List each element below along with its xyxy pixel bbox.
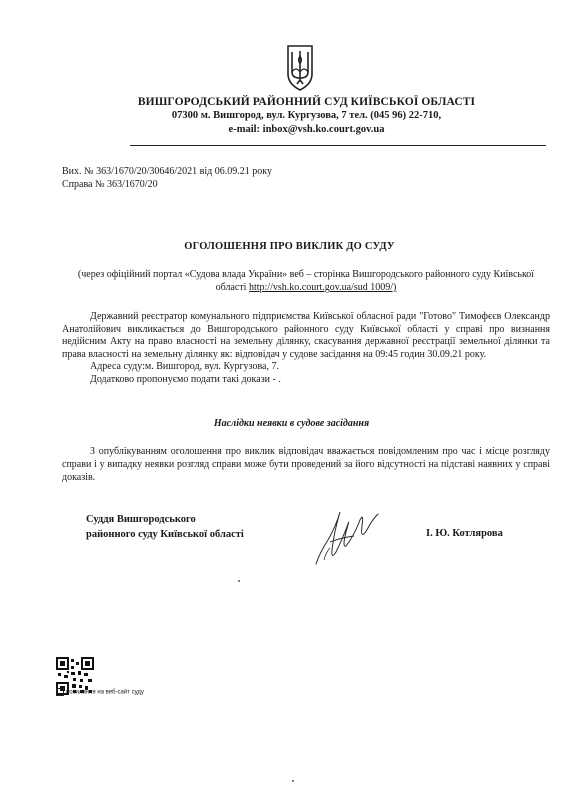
external-link-icon	[56, 688, 64, 696]
header-divider	[130, 145, 546, 146]
judge-name: І. Ю. Котлярова	[426, 528, 503, 539]
judge-title-line-1: Суддя Вишгородського	[86, 514, 196, 525]
consequences-paragraph: З опублікуванням оголошення про виклик відповідач вважається повідомленим про час і місце розгляду справи і у випадку неявки розгляд справи може бути проведений за його відсутності на підставі наявних у справі доказів.	[62, 446, 550, 483]
judge-title	[86, 512, 244, 542]
scan-speck	[292, 780, 294, 782]
court-address-line: Адреса суду:м. Вишгород, вул. Кургузова, 7.	[90, 361, 279, 373]
court-address: 07300 м. Вишгород, вул. Кургузова, 7 тел. (045 96) 22-710,	[171, 110, 442, 121]
qr-caption-text: посилання на веб-сайт суду	[66, 689, 144, 696]
summons-paragraph: Державний реєстратор комунального підприємства Київської обласної ради "Готово" Тимофєєв Олександр Анатолійович викликається до Вишгородського районного суду Київської області у справі про визнання недійсним Акту на право власності на земельну ділянку, скасування державної реєстрації земельної ділянки та права власності на земельну ділянку як: відповідач у судове засідання на 09:45 годин 30.09.21 року.	[62, 311, 550, 360]
judge-title-line-2: районного суду Київської області	[86, 529, 244, 540]
notice-title: ОГОЛОШЕННЯ ПРО ВИКЛИК ДО СУДУ	[184, 241, 395, 252]
evidence-line: Додатково пропонуємо подати такі докази - .	[90, 373, 281, 385]
portal-note	[62, 268, 550, 294]
handwritten-signature	[310, 502, 382, 572]
qr-caption	[56, 688, 144, 696]
court-email: e-mail: inbox@vsh.ko.court.gov.ua	[228, 124, 385, 135]
consequences-heading: Наслідки неявки в судове засідання	[213, 418, 370, 429]
portal-note-text: (через офіційний портал «Судова влада України» веб – сторінка Вишгородського районного суду Київської області	[77, 269, 535, 293]
court-name: ВИШГОРОДСЬКИЙ РАЙОННИЙ СУД КИЇВСЬКОЇ ОБЛАСТІ	[137, 96, 476, 108]
case-number: Справа № 363/1670/20	[62, 179, 158, 190]
coat-of-arms-trident-icon	[285, 42, 315, 92]
outgoing-number: Вих. № 363/1670/20/30646/2021 від 06.09.21 року	[62, 166, 272, 177]
scan-speck	[238, 580, 240, 582]
court-website-link[interactable]: http://vsh.ko.court.gov.ua/sud 1009/)	[248, 282, 397, 293]
notice-body	[62, 311, 550, 387]
consequences-body	[62, 445, 550, 484]
